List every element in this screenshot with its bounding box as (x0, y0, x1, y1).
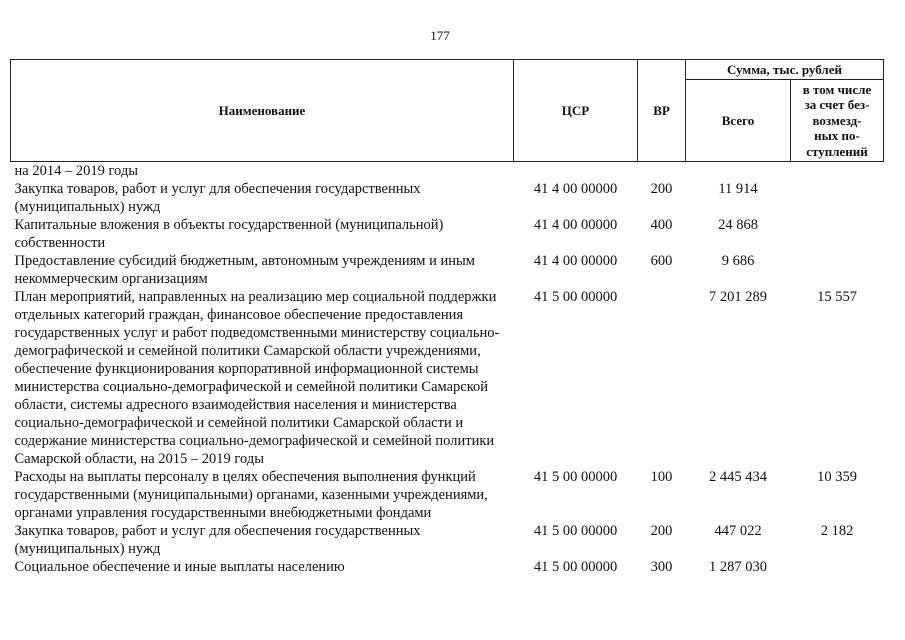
row-vr: 300 (650, 559, 673, 575)
row-vr: 400 (650, 217, 673, 233)
header-name: Наименование (11, 60, 514, 162)
header-total: Всего (686, 80, 791, 162)
row-total (686, 162, 791, 181)
row-vr: 100 (650, 469, 673, 485)
budget-table (10, 59, 884, 576)
row-total: 11 914 (718, 181, 758, 197)
row-grant: 15 557 (817, 289, 857, 305)
row-total: 2 445 434 (709, 469, 767, 485)
table-row (11, 468, 884, 522)
row-grant (791, 558, 884, 576)
header-csr: ЦСР (514, 60, 638, 162)
row-grant (791, 216, 884, 252)
table-header (11, 60, 884, 162)
row-name: Социальное обеспечение и иные выплаты населению (14, 559, 345, 575)
row-vr (638, 288, 686, 468)
row-csr: 41 4 00 00000 (533, 253, 618, 269)
row-total: 9 686 (721, 253, 755, 269)
row-vr (638, 162, 686, 181)
row-total: 1 287 030 (709, 559, 767, 575)
table-body (11, 162, 884, 577)
row-vr: 600 (650, 253, 673, 269)
row-csr: 41 5 00 00000 (533, 523, 618, 539)
header-grant (791, 80, 884, 162)
row-name: План мероприятий, направленных на реализацию мер социальной поддержки отдельных категорий граждан, финансовое обеспечение предоставления государственных услуг и работ подведомственными министерству социально-демографической и семейной политики Самарской области учреждениями, обеспечение функционирования корпоративной информационной системы министерства социально-демографической и семейной политики Самарской области, системы адресного взаимодействия населения и министерства социально-демографической и семейной политики Самарской области и содержание министерства социально-демографической и семейной политики Самарской области, на 2015 – 2019 годы (14, 289, 500, 467)
header-grant-line: ных по- (814, 128, 860, 144)
row-grant (791, 180, 884, 216)
row-csr: 41 5 00 00000 (533, 289, 618, 305)
row-csr: 41 4 00 00000 (533, 181, 618, 197)
row-csr: 41 5 00 00000 (533, 469, 618, 485)
row-name: на 2014 – 2019 годы (14, 163, 138, 179)
header-grant-line: в том числе (802, 81, 872, 97)
row-total: 7 201 289 (709, 289, 767, 305)
table-row (11, 288, 884, 468)
table-row (11, 180, 884, 216)
row-csr: 41 4 00 00000 (533, 217, 618, 233)
row-name: Закупка товаров, работ и услуг для обеспечения государственных (муниципальных) нужд (14, 181, 421, 215)
page-number: 177 (430, 28, 450, 43)
row-csr: 41 5 00 00000 (533, 559, 618, 575)
row-vr: 200 (650, 181, 673, 197)
header-grant-line: за счет без- (804, 97, 870, 113)
row-name: Закупка товаров, работ и услуг для обеспечения государственных (муниципальных) нужд (14, 523, 421, 557)
header-grant-line: возмезд- (812, 112, 862, 128)
row-grant (791, 252, 884, 288)
row-csr (514, 162, 638, 181)
row-name: Капитальные вложения в объекты государственной (муниципальной) собственности (14, 217, 444, 251)
table-row (11, 522, 884, 558)
row-total: 24 868 (718, 217, 758, 233)
row-grant: 2 182 (820, 523, 854, 539)
row-grant: 10 359 (817, 469, 857, 485)
table-row (11, 216, 884, 252)
row-vr: 200 (650, 523, 673, 539)
header-sum-group: Сумма, тыс. рублей (686, 60, 884, 80)
row-name: Предоставление субсидий бюджетным, автономным учреждениям и иным некоммерческим организациям (14, 253, 475, 287)
row-grant (791, 162, 884, 181)
table-row (11, 558, 884, 576)
table-row (11, 252, 884, 288)
row-total: 447 022 (714, 523, 762, 539)
table-row (11, 162, 884, 181)
header-grant-line: ступлений (806, 143, 868, 159)
header-vr: ВР (638, 60, 686, 162)
row-name: Расходы на выплаты персоналу в целях обеспечения выполнения функций государственными (муниципальными) органами, казенными учреждениями, органами управления государственными внебюджетными фондами (14, 469, 488, 521)
